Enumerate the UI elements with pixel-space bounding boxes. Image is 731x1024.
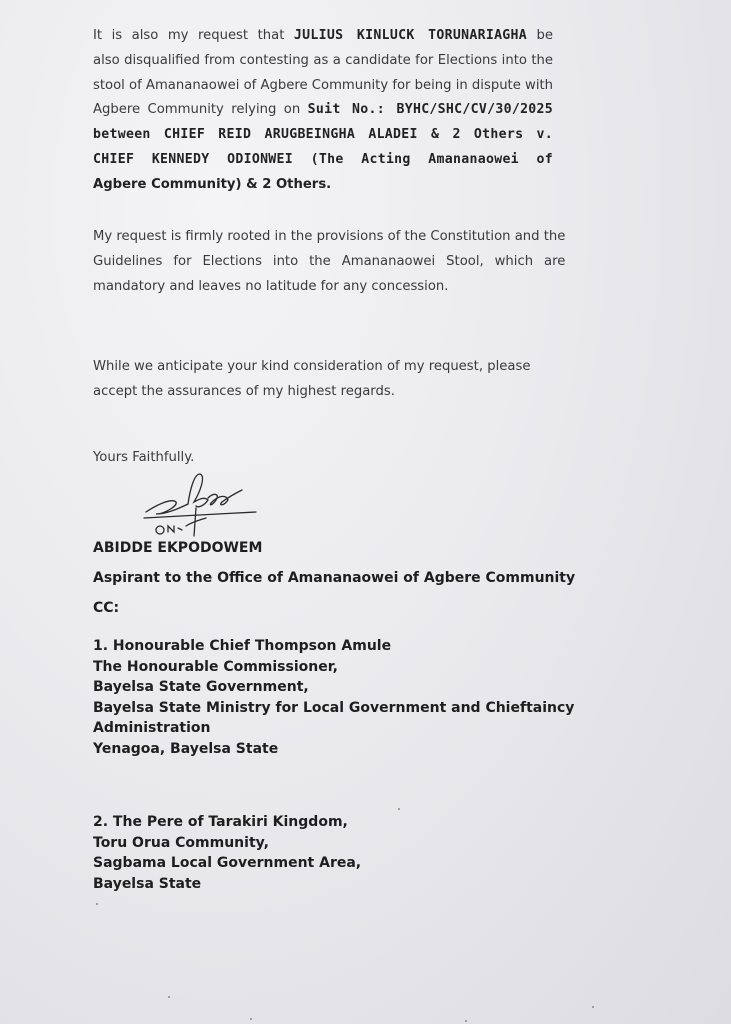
paper-speck (592, 1006, 594, 1008)
candidate-name: JULIUS KINLUCK TORUNARIAGHA (293, 28, 528, 43)
paper-speck (398, 808, 400, 810)
cc2-line: 2. The Pere of Tarakiri Kingdom, (93, 814, 348, 830)
paper-speck (250, 1018, 252, 1020)
para3-line2: accept the assurances of my highest regards. (93, 383, 395, 399)
para1-line7: Agbere Community) & 2 Others. (93, 176, 332, 192)
para3-line1: While we anticipate your kind consideration of my request, please (93, 359, 531, 374)
signer-title: Aspirant to the Office of Amananaowei of Agbere Community (93, 570, 576, 586)
paper-speck (465, 1020, 467, 1022)
signer-name: ABIDDE EKPODOWEM (93, 540, 263, 556)
cc1-line: 1. Honourable Chief Thompson Amule (93, 638, 392, 654)
cc-recipient-1 (93, 636, 574, 759)
cc1-line: The Honourable Commissioner, (93, 658, 338, 675)
para2-line1: My request is firmly rooted in the provisions of the Constitution and the (93, 229, 566, 244)
closing-salutation: Yours Faithfully. (93, 450, 195, 465)
para1-line6: CHIEF KENNEDY ODIONWEI (The Acting Amananaowei of (93, 151, 554, 167)
paper-speck (96, 903, 98, 905)
para1-line1: It is also my request that JULIUS KINLUCK TORUNARIAGHA be (93, 28, 554, 43)
cc2-line: Bayelsa State (93, 875, 202, 892)
paragraph-disqualification-request (93, 24, 553, 198)
cc1-line: Yenagoa, Bayelsa State (93, 740, 279, 757)
paper-speck (168, 996, 170, 998)
cc1-line: Bayelsa State Ministry for Local Government and Chieftaincy (93, 699, 575, 716)
cc1-line: Administration (93, 720, 211, 736)
para1-line4: Agbere Community relying on Suit No.: BYHC/SHC/CV/30/2025 (93, 102, 554, 118)
para2-line2: Guidelines for Elections into the Amananaowei Stool, which are (93, 253, 566, 269)
cc2-line: Toru Orua Community, (93, 834, 269, 851)
cc-label: CC: (93, 600, 120, 616)
suit-number: Suit No.: BYHC/SHC/CV/30/2025 (307, 102, 554, 118)
paragraph-regards (93, 355, 530, 405)
cc2-line: Sagbama Local Government Area, (93, 855, 362, 871)
para1-line3: stool of Amananaowei of Agbere Community for being in dispute with (93, 77, 554, 93)
para2-line3: mandatory and leaves no latitude for any concession. (93, 278, 449, 294)
para1-line5: between CHIEF REID ARUGBEINGHA ALADEI & 2 Others v. (93, 127, 554, 143)
handwritten-signature (138, 470, 258, 538)
paragraph-constitution (93, 225, 565, 299)
cc1-line: Bayelsa State Government, (93, 679, 309, 695)
para1-line2: also disqualified from contesting as a candidate for Elections into the (93, 52, 554, 68)
cc-recipient-2 (93, 812, 361, 894)
